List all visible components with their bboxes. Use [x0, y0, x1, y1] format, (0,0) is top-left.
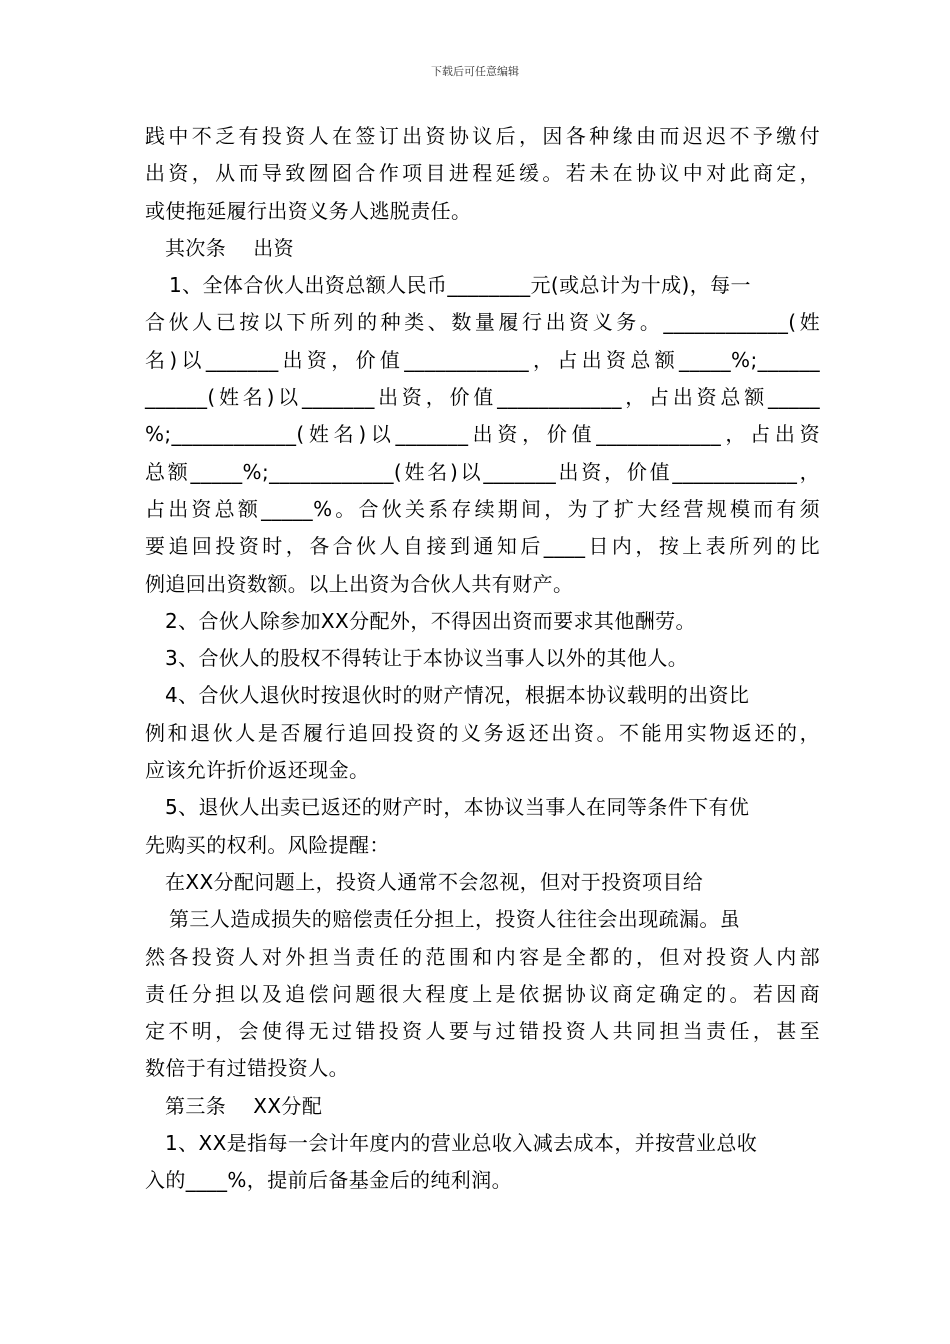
text-line: 1、全体合伙人出资总额人民币________元(或总计为十成)，每一 [169, 273, 751, 298]
text-line: 数倍于有过错投资人。 [145, 1056, 349, 1081]
text-line: 践中不乏有投资人在签订出资协议后，因各种缘由而迟迟不予缴付 [145, 124, 820, 148]
text-line: 在XX分配问题上，投资人通常不会忽视，但对于投资项目给 [165, 869, 704, 894]
text-line: 1、XX是指每一会计年度内的营业总收入减去成本，并按营业总收 [165, 1131, 758, 1156]
text-line: 入的____%，提前后备基金后的纯利润。 [145, 1168, 513, 1193]
section-heading: 第三条 XX分配 [165, 1093, 323, 1118]
text-line: 第三人造成损失的赔偿责任分担上，投资人往往会出现疏漏。虽 [169, 907, 741, 932]
page-header: 下载后可任意编辑 [431, 65, 519, 78]
text-line: 2、合伙人除参加XX分配外，不得因出资而要求其他酬劳。 [165, 608, 696, 633]
section-heading: 其次条 出资 [165, 235, 295, 260]
text-line: 占出资总额_____%。合伙关系存续期间，为了扩大经营规模而有须 [145, 496, 820, 521]
document-body [145, 118, 820, 1200]
text-line: 应该允许折价返还现金。 [145, 758, 370, 783]
text-line: 或使拖延履行出资义务人逃脱责任。 [145, 198, 472, 223]
text-line: %;____________(姓名)以_______出资，价值____________，占出资 [145, 422, 820, 447]
text-line: 要追回投资时，各合伙人自接到通知后____日内，按上表所列的比 [145, 534, 820, 559]
text-line: 名)以_______出资，价值____________，占出资总额_____%;______ [145, 347, 820, 372]
text-line: 出资，从而导致囫囵合作项目进程延缓。若未在协议中对此商定， [145, 161, 820, 186]
text-line: ______(姓名)以_______出资，价值____________，占出资总额_____ [145, 385, 820, 410]
text-line: 定不明，会使得无过错投资人要与过错投资人共同担当责任，甚至 [145, 1019, 820, 1044]
text-line: 责任分担以及追偿问题很大程度上是依据协议商定确定的。若因商 [145, 981, 820, 1006]
text-line: 例追回出资数额。以上出资为合伙人共有财产。 [145, 571, 574, 596]
text-line: 3、合伙人的股权不得转让于本协议当事人以外的其他人。 [165, 646, 689, 671]
text-line: 5、退伙人出卖已返还的财产时，本协议当事人在同等条件下有优 [165, 795, 750, 820]
text-line: 然各投资人对外担当责任的范围和内容是全都的，但对投资人内部 [145, 944, 820, 969]
text-line: 先购买的权利。风险提醒： [145, 832, 390, 857]
text-line: 4、合伙人退伙时按退伙时的财产情况，根据本协议载明的出资比 [165, 683, 750, 708]
text-line: 总额_____%;____________(姓名)以_______出资，价值____________， [145, 459, 820, 484]
text-line: 合伙人已按以下所列的种类、数量履行出资义务。____________(姓 [145, 310, 820, 335]
text-line: 例和退伙人是否履行追回投资的义务返还出资。不能用实物返还的， [145, 720, 820, 745]
